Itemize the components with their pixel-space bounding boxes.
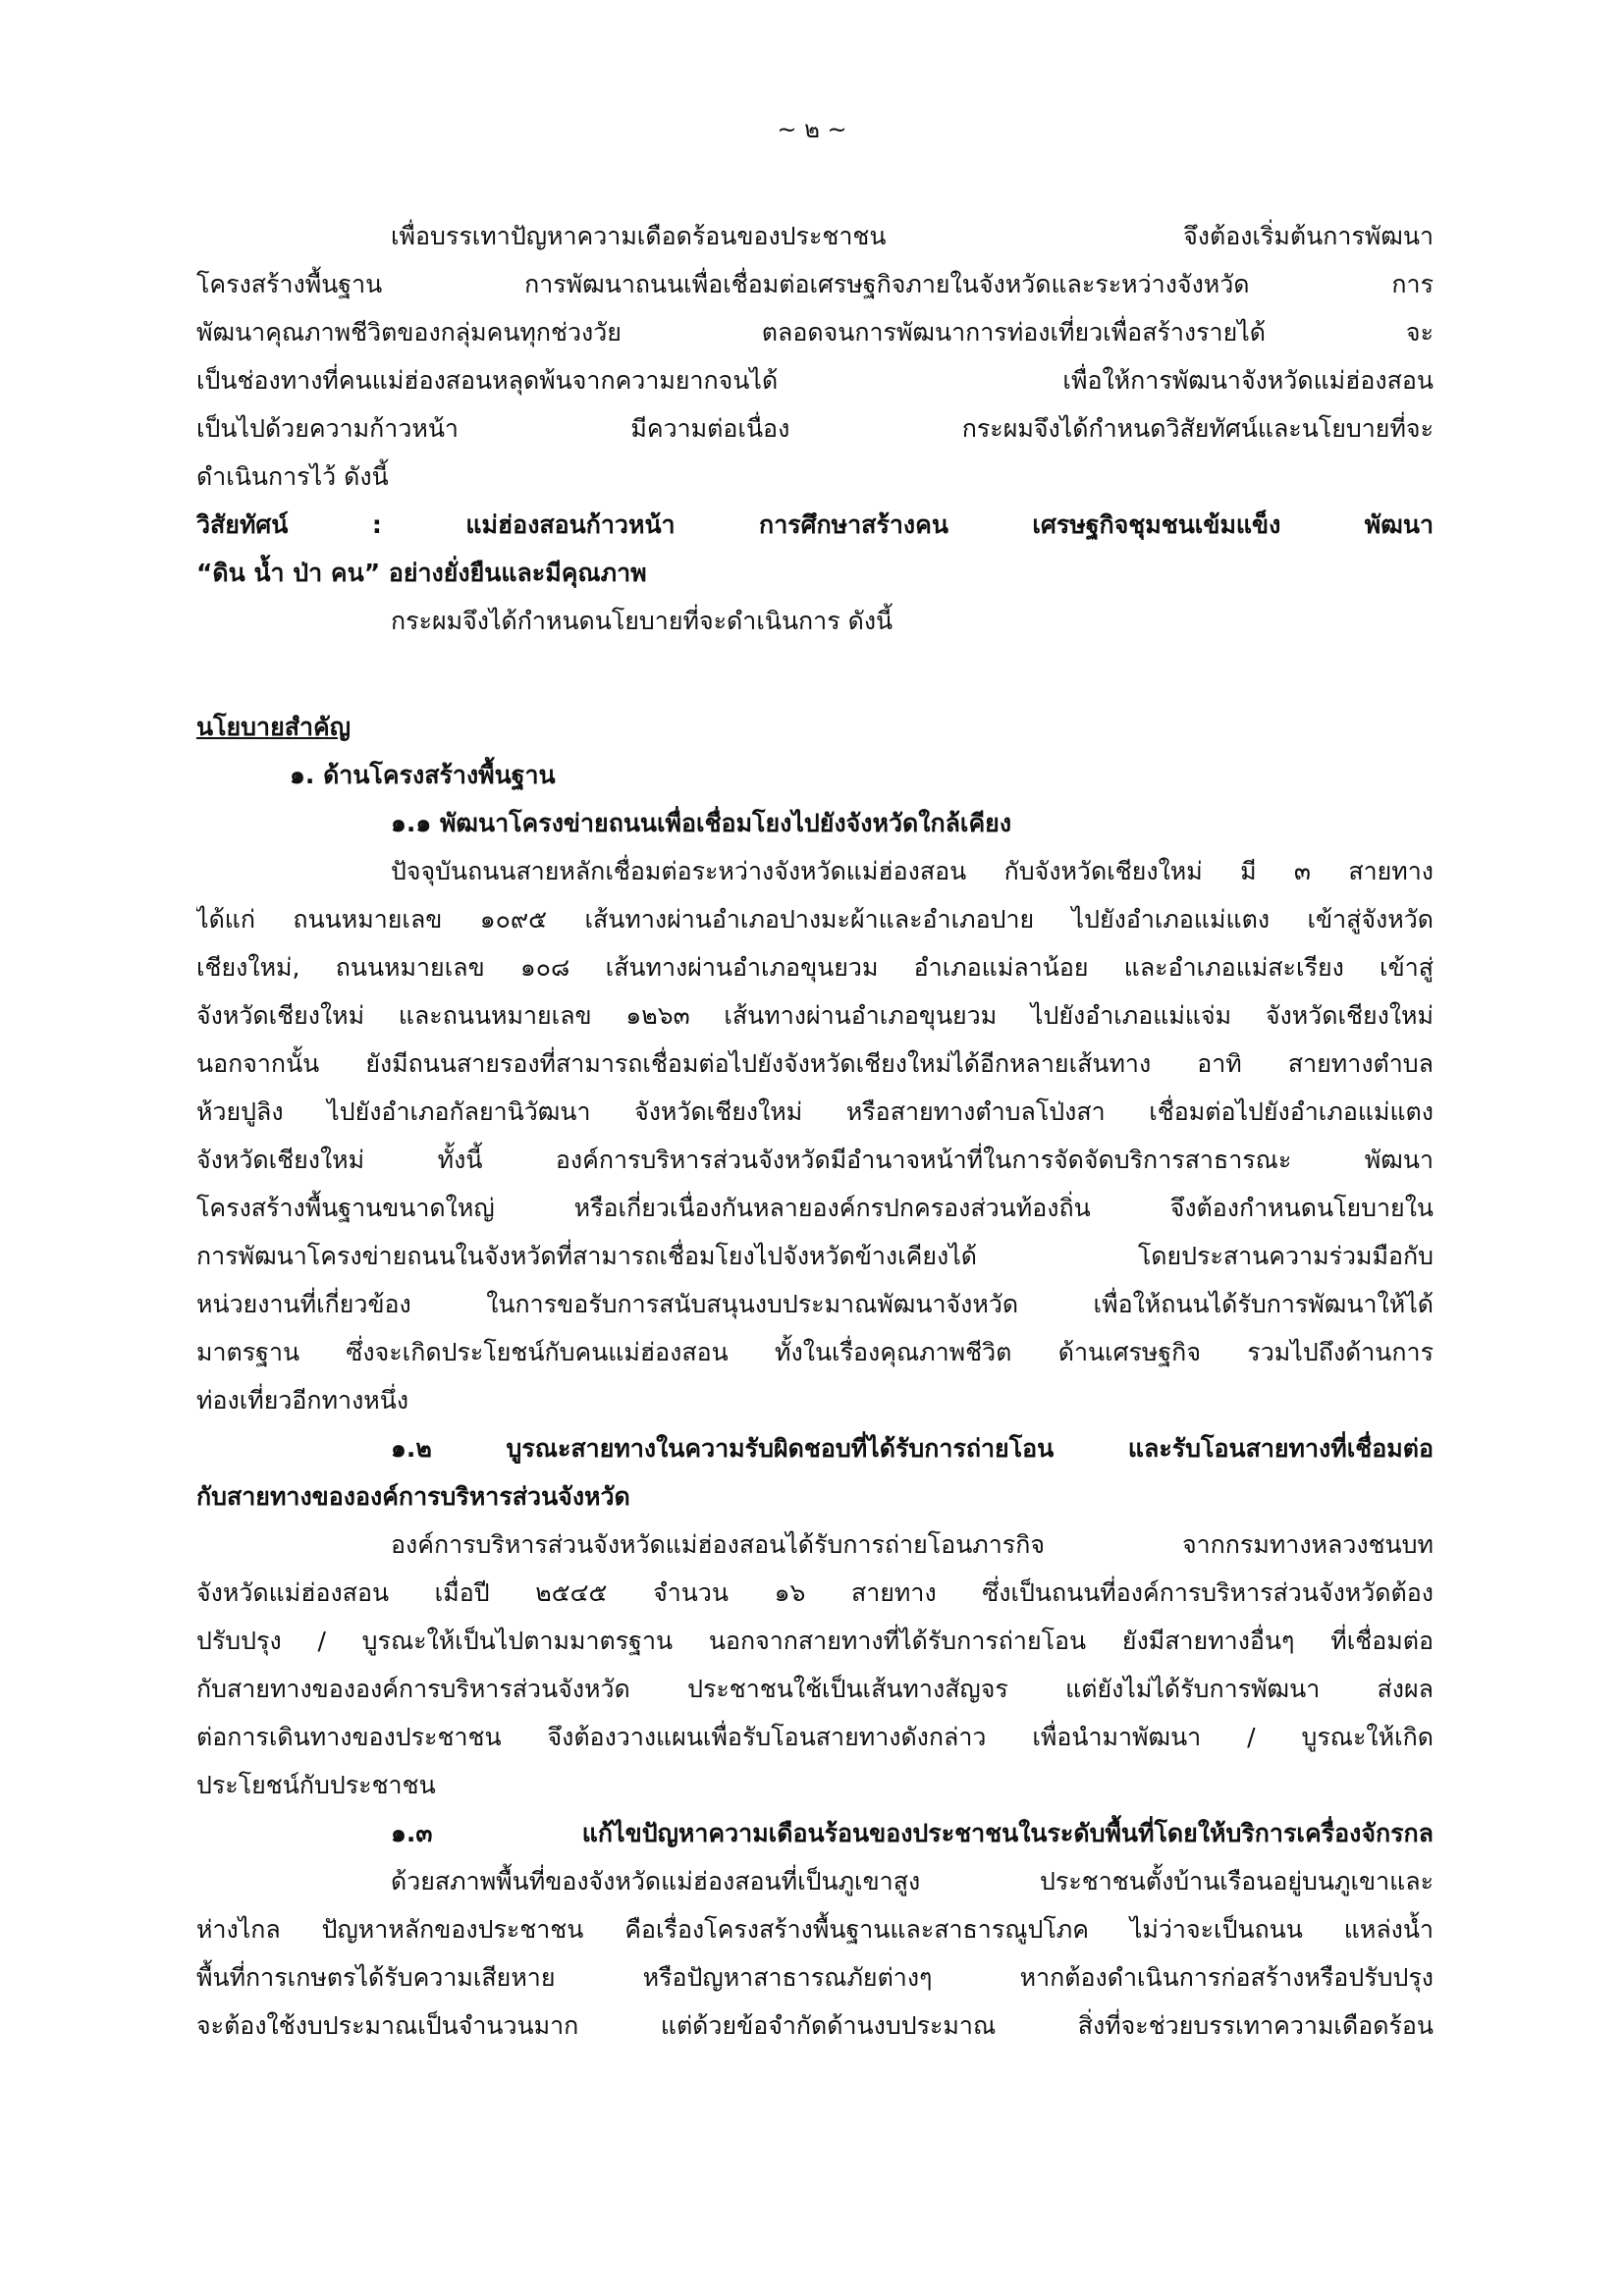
key-policy-heading: นโยบายสำคัญ bbox=[196, 713, 352, 741]
section-1-3-heading: ๑.๓ แก้ไขปัญหาความเดือนร้อนของประชาชนในระดับพื้นที่โดยให้บริการเครื่องจักรกล bbox=[391, 1819, 1434, 1847]
intro-line: โครงสร้างพื้นฐาน การพัฒนาถนนเพื่อเชื่อมต่อเศรษฐกิจภายในจังหวัดและระหว่างจังหวัด การ bbox=[196, 270, 1434, 298]
section-1-3-line: ห่างไกล ปัญหาหลักของประชาชน คือเรื่องโครงสร้างพื้นฐานและสาธารณูปโภค ไม่ว่าจะเป็นถนน แหล่งน้ำ bbox=[196, 1915, 1434, 1944]
section-1-3-line: จะต้องใช้งบประมาณเป็นจำนวนมาก แต่ด้วยข้อจำกัดด้านงบประมาณ สิ่งที่จะช่วยบรรเทาความเดือดร้อน bbox=[196, 2011, 1434, 2040]
section-1-2-heading: กับสายทางขององค์การบริหารส่วนจังหวัด bbox=[196, 1482, 630, 1511]
intro-line: ดำเนินการไว้ ดังนี้ bbox=[196, 462, 389, 491]
intro-line: เป็นไปด้วยความก้าวหน้า มีความต่อเนื่อง กระผมจึงได้กำหนดวิสัยทัศน์และนโยบายที่จะ bbox=[196, 414, 1434, 443]
intro-line: พัฒนาคุณภาพชีวิตของกลุ่มคนทุกช่วงวัย ตลอดจนการพัฒนาการท่องเที่ยวเพื่อสร้างรายได้ จะ bbox=[196, 318, 1434, 347]
section-1-1-line: จังหวัดเชียงใหม่ และถนนหมายเลข ๑๒๖๓ เส้นทางผ่านอำเภอขุนยวม ไปยังอำเภอแม่แจ่ม จังหวัดเชียงใหม่ bbox=[196, 1001, 1434, 1030]
policy-intro: กระผมจึงได้กำหนดนโยบายที่จะดำเนินการ ดังนี้ bbox=[391, 607, 893, 635]
section-1-1-line: โครงสร้างพื้นฐานขนาดใหญ่ หรือเกี่ยวเนื่องกันหลายองค์กรปกครองส่วนท้องถิ่น จึงต้องกำหนดนโยบายใน bbox=[196, 1194, 1434, 1222]
intro-line: เพื่อบรรเทาปัญหาความเดือดร้อนของประชาชน จึงต้องเริ่มต้นการพัฒนา bbox=[391, 222, 1434, 250]
section-1-3-line: พื้นที่การเกษตรได้รับความเสียหาย หรือปัญหาสาธารณภัยต่างๆ หากต้องดำเนินการก่อสร้างหรือปรับปรุง bbox=[196, 1963, 1434, 1992]
section-1-1-line: ห้วยปูลิง ไปยังอำเภอกัลยานิวัฒนา จังหวัดเชียงใหม่ หรือสายทางตำบลโป่งสา เชื่อมต่อไปยังอำเภอแม่แตง bbox=[196, 1097, 1434, 1126]
section-1-1-line: ท่องเที่ยวอีกทางหนึ่ง bbox=[196, 1386, 409, 1415]
section-1-2-line: องค์การบริหารส่วนจังหวัดแม่ฮ่องสอนได้รับการถ่ายโอนภารกิจ จากกรมทางหลวงชนบท bbox=[391, 1530, 1434, 1559]
section-1-2-line: ประโยชน์กับประชาชน bbox=[196, 1771, 436, 1799]
vision-statement: วิสัยทัศน์ : แม่ฮ่องสอนก้าวหน้า การศึกษาสร้างคน เศรษฐกิจชุมชนเข้มแข็ง พัฒนา bbox=[196, 510, 1434, 539]
section-1-2-heading: ๑.๒ บูรณะสายทางในความรับผิดชอบที่ได้รับการถ่ายโอน และรับโอนสายทางที่เชื่อมต่อ bbox=[391, 1434, 1434, 1463]
section-1-heading: ๑. ด้านโครงสร้างพื้นฐาน bbox=[290, 761, 556, 789]
section-1-1-line: ปัจจุบันถนนสายหลักเชื่อมต่อระหว่างจังหวัดแม่ฮ่องสอน กับจังหวัดเชียงใหม่ มี ๓ สายทาง bbox=[391, 857, 1434, 885]
section-1-2-line: ต่อการเดินทางของประชาชน จึงต้องวางแผนเพื่อรับโอนสายทางดังกล่าว เพื่อนำมาพัฒนา / บูรณะให้เกิด bbox=[196, 1723, 1434, 1751]
section-1-2-line: จังหวัดแม่ฮ่องสอน เมื่อปี ๒๕๔๕ จำนวน ๑๖ สายทาง ซึ่งเป็นถนนที่องค์การบริหารส่วนจังหวัดต้อง bbox=[196, 1578, 1434, 1607]
page-number: ~ ๒ ~ bbox=[777, 116, 847, 143]
section-1-1-line: จังหวัดเชียงใหม่ ทั้งนี้ องค์การบริหารส่วนจังหวัดมีอำนาจหน้าที่ในการจัดจัดบริการสาธารณะ พัฒนา bbox=[196, 1146, 1434, 1174]
section-1-1-line: หน่วยงานที่เกี่ยวข้อง ในการขอรับการสนับสนุนงบประมาณพัฒนาจังหวัด เพื่อให้ถนนได้รับการพัฒนาให้ได้ bbox=[196, 1290, 1434, 1318]
intro-line: เป็นช่องทางที่คนแม่ฮ่องสอนหลุดพ้นจากความยากจนได้ เพื่อให้การพัฒนาจังหวัดแม่ฮ่องสอน bbox=[196, 366, 1434, 395]
section-1-1-heading: ๑.๑ พัฒนาโครงข่ายถนนเพื่อเชื่อมโยงไปยังจังหวัดใกล้เคียง bbox=[391, 809, 1012, 837]
section-1-1-line: นอกจากนั้น ยังมีถนนสายรองที่สามารถเชื่อมต่อไปยังจังหวัดเชียงใหม่ได้อีกหลายเส้นทาง อาทิ สายทางตำบล bbox=[196, 1049, 1434, 1078]
vision-statement: “ดิน น้ำ ป่า คน” อย่างยั่งยืนและมีคุณภาพ bbox=[196, 559, 647, 587]
section-1-1-line: การพัฒนาโครงข่ายถนนในจังหวัดที่สามารถเชื่อมโยงไปจังหวัดข้างเคียงได้ โดยประสานความร่วมมือกับ bbox=[196, 1242, 1434, 1270]
section-1-1-line: ได้แก่ ถนนหมายเลข ๑๐๙๕ เส้นทางผ่านอำเภอปางมะผ้าและอำเภอปาย ไปยังอำเภอแม่แตง เข้าสู่จังหวัด bbox=[196, 905, 1434, 934]
section-1-2-line: กับสายทางขององค์การบริหารส่วนจังหวัด ประชาชนใช้เป็นเส้นทางสัญจร แต่ยังไม่ได้รับการพัฒนา ส่งผล bbox=[196, 1675, 1434, 1703]
section-1-1-line: เชียงใหม่, ถนนหมายเลข ๑๐๘ เส้นทางผ่านอำเภอขุนยวม อำเภอแม่ลาน้อย และอำเภอแม่สะเรียง เข้าสู่ bbox=[196, 953, 1434, 982]
section-1-3-line: ด้วยสภาพพื้นที่ของจังหวัดแม่ฮ่องสอนที่เป็นภูเขาสูง ประชาชนตั้งบ้านเรือนอยู่บนภูเขาและ bbox=[391, 1867, 1434, 1896]
section-1-1-line: มาตรฐาน ซึ่งจะเกิดประโยชน์กับคนแม่ฮ่องสอน ทั้งในเรื่องคุณภาพชีวิต ด้านเศรษฐกิจ รวมไปถึงด้านการ bbox=[196, 1338, 1434, 1366]
section-1-2-line: ปรับปรุง / บูรณะให้เป็นไปตามมาตรฐาน นอกจากสายทางที่ได้รับการถ่ายโอน ยังมีสายทางอื่นๆ ที่เชื่อมต่อ bbox=[196, 1627, 1434, 1655]
